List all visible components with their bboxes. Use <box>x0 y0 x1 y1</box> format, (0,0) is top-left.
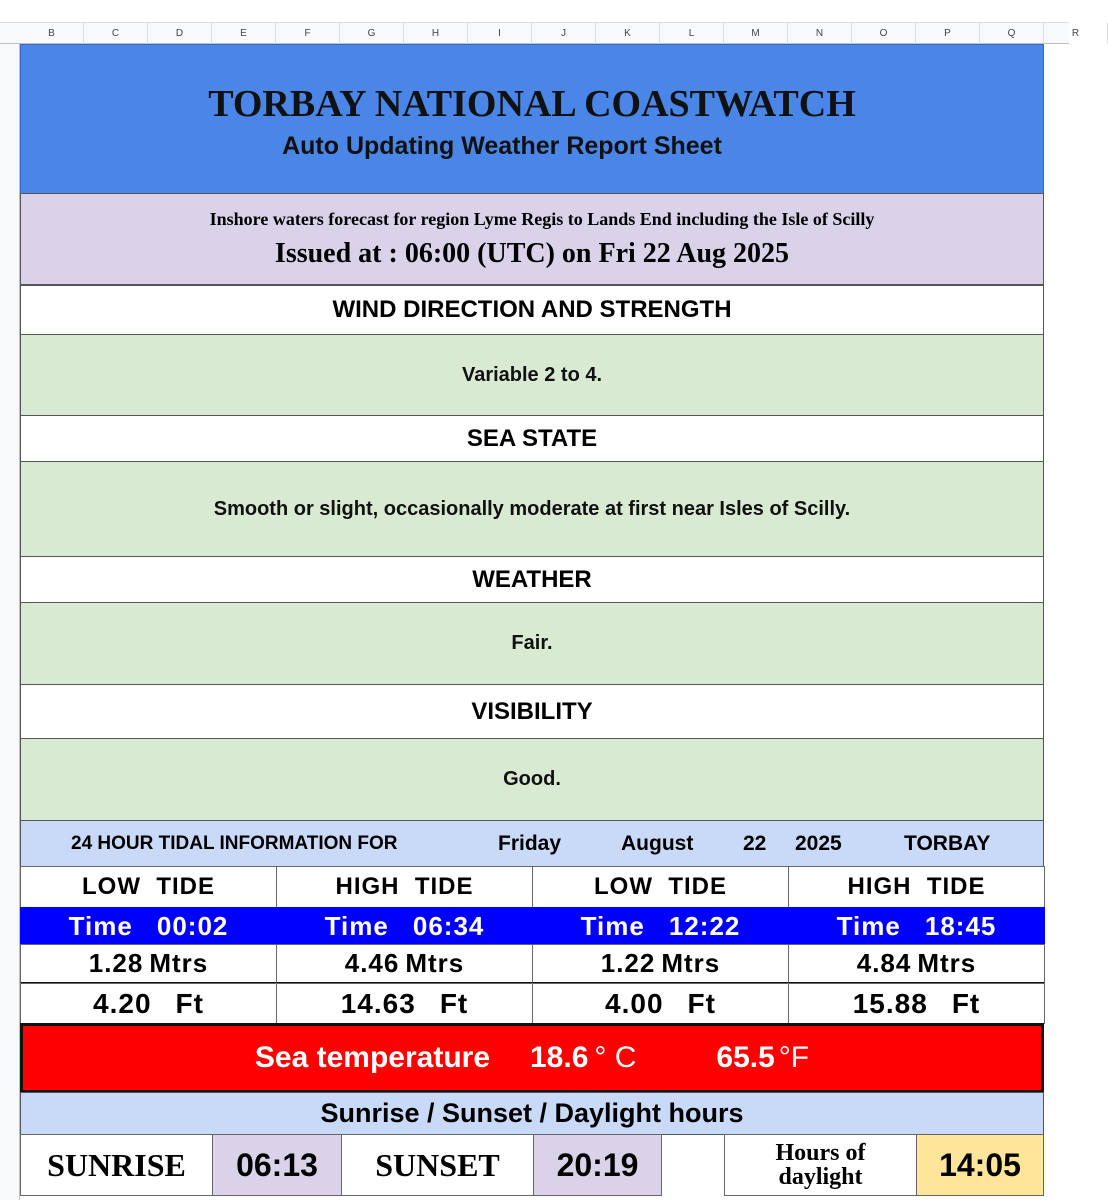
tidal-month: August <box>621 832 694 855</box>
column-header-g[interactable]: G <box>340 23 404 44</box>
visibility-value: Good. <box>20 738 1044 821</box>
tide-type <box>20 866 277 908</box>
tidal-place: TORBAY <box>904 832 991 855</box>
tide-type <box>532 866 789 908</box>
column-header-k[interactable]: K <box>596 23 660 44</box>
sea-temp-f-unit: °F <box>778 1041 810 1074</box>
column-header-j[interactable]: J <box>532 23 596 44</box>
tide-type: LOW TIDE <box>594 873 727 900</box>
sea-temperature-banner <box>20 1023 1044 1093</box>
tidal-label: 24 HOUR TIDAL INFORMATION FOR <box>71 833 398 854</box>
column-header-f[interactable]: F <box>276 23 340 44</box>
tide-height-feet <box>532 983 789 1024</box>
tide-time: 18:45 <box>924 910 997 941</box>
tide-type: HIGH TIDE <box>335 873 474 900</box>
tide-type: HIGH TIDE <box>847 873 986 900</box>
tidal-date: 22 <box>743 832 767 855</box>
column-header-e[interactable]: E <box>212 23 276 44</box>
tidal-year: 2025 <box>795 832 842 855</box>
daylight-label: Hours of daylight <box>724 1134 917 1196</box>
column-header-o[interactable]: O <box>852 23 916 44</box>
tide-f-unit: Ft <box>951 987 981 1019</box>
tide-m-unit: Mtrs <box>405 948 465 978</box>
page-subtitle: Auto Updating Weather Report Sheet <box>282 131 722 160</box>
tide-height-metres <box>20 944 277 984</box>
column-header-r[interactable]: R <box>1044 23 1108 44</box>
column-header-h[interactable]: H <box>404 23 468 44</box>
column-header-d[interactable]: D <box>148 23 212 44</box>
tide-height-metres <box>276 944 533 984</box>
sea-temp-c-unit: ° C <box>594 1041 637 1074</box>
tide-time: 00:02 <box>156 910 229 941</box>
column-header-p[interactable]: P <box>916 23 980 44</box>
tide-feet: 4.00 <box>605 987 664 1019</box>
forecast-region: Inshore waters forecast for region Lyme Regis to Lands End including the Isle of Scilly <box>209 208 875 229</box>
tide-time-label: Time <box>580 910 645 941</box>
title-banner <box>20 44 1044 194</box>
page-title: TORBAY NATIONAL COASTWATCH <box>208 82 856 125</box>
tide-metres: 4.46 <box>344 948 400 978</box>
sea-state-heading: SEA STATE <box>20 415 1044 462</box>
tide-type: LOW TIDE <box>82 873 215 900</box>
sunset-label: SUNSET <box>341 1134 534 1196</box>
issued-time: Issued at : 06:00 (UTC) on Fri 22 Aug 2025 <box>274 237 790 269</box>
column-header-b[interactable]: B <box>20 23 84 44</box>
tide-m-unit: Mtrs <box>661 948 721 978</box>
tide-type <box>276 866 533 908</box>
tide-feet: 4.20 <box>93 987 152 1019</box>
tide-f-unit: Ft <box>687 987 716 1019</box>
column-header-q[interactable]: Q <box>980 23 1044 44</box>
tide-time: 06:34 <box>412 910 485 941</box>
wind-value: Variable 2 to 4. <box>20 334 1044 416</box>
column-header-c[interactable]: C <box>84 23 148 44</box>
sea-temp-fahrenheit: 65.5 <box>716 1041 775 1074</box>
tide-time <box>276 907 533 945</box>
tide-type <box>788 866 1045 908</box>
wind-heading: WIND DIRECTION AND STRENGTH <box>20 285 1044 335</box>
tide-f-unit: Ft <box>439 987 469 1019</box>
row-header-bar <box>0 44 20 1200</box>
tide-time-label: Time <box>324 910 389 941</box>
column-header-bar <box>0 22 1080 44</box>
sea-temp-celsius: 18.6 <box>530 1041 589 1074</box>
weather-heading: WEATHER <box>20 556 1044 603</box>
tide-time <box>532 907 789 945</box>
tide-time-label: Time <box>836 910 901 941</box>
column-header-n[interactable]: N <box>788 23 852 44</box>
tide-metres: 4.84 <box>856 948 912 978</box>
tide-time: 12:22 <box>668 910 741 941</box>
tide-height-feet <box>788 983 1045 1024</box>
tide-time-label: Time <box>68 910 133 941</box>
tidal-info-row <box>20 820 1044 867</box>
tidal-day: Friday <box>498 832 562 855</box>
tide-height-feet <box>20 983 277 1024</box>
sunrise-time: 06:13 <box>212 1134 342 1196</box>
tide-height-feet <box>276 983 533 1024</box>
tide-feet: 15.88 <box>852 987 928 1019</box>
tide-metres: 1.22 <box>600 948 656 978</box>
tide-f-unit: Ft <box>175 987 204 1019</box>
sun-heading: Sunrise / Sunset / Daylight hours <box>20 1092 1044 1135</box>
tide-height-metres <box>788 944 1045 984</box>
daylight-hours: 14:05 <box>916 1134 1044 1196</box>
tide-feet: 14.63 <box>340 987 416 1019</box>
tide-time <box>788 907 1045 945</box>
column-header-l[interactable]: L <box>660 23 724 44</box>
column-header-m[interactable]: M <box>724 23 788 44</box>
column-header-i[interactable]: I <box>468 23 532 44</box>
sea-temp-label: Sea temperature <box>254 1041 490 1074</box>
sunrise-label: SUNRISE <box>20 1134 213 1196</box>
tide-metres: 1.28 <box>88 948 144 978</box>
tide-time <box>20 907 277 945</box>
visibility-heading: VISIBILITY <box>20 684 1044 739</box>
forecast-info <box>20 193 1044 285</box>
tide-m-unit: Mtrs <box>149 948 209 978</box>
weather-value: Fair. <box>20 602 1044 685</box>
sunset-time: 20:19 <box>533 1134 662 1196</box>
sea-state-value: Smooth or slight, occasionally moderate at first near Isles of Scilly. <box>20 461 1044 557</box>
tide-m-unit: Mtrs <box>917 948 977 978</box>
tide-height-metres <box>532 944 789 984</box>
